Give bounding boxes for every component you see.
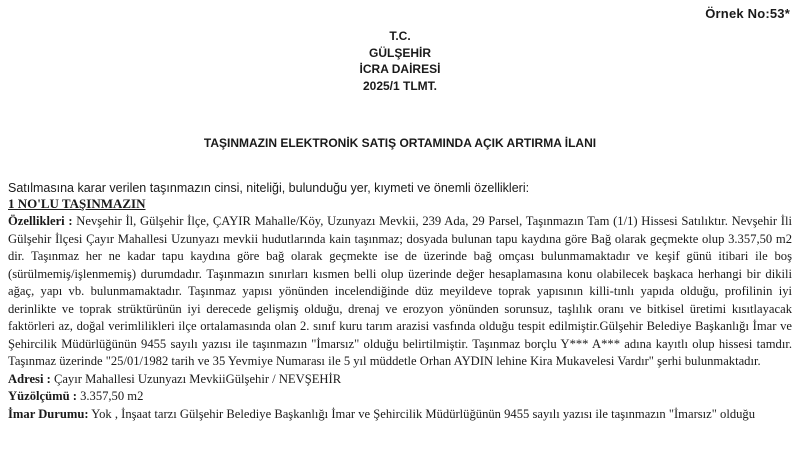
address-paragraph — [8, 371, 792, 389]
address-value: Çayır Mahallesi Uzunyazı MevkiiGülşehir / NEVŞEHİR — [50, 371, 342, 386]
property-section-title: 1 NO'LU TAŞINMAZIN — [8, 196, 146, 211]
features-label: Özellikleri : — [8, 214, 73, 228]
zoning-value: Yok , İnşaat tarzı Gülşehir Belediye Başkanlığı İmar ve Şehircilik Müdürlüğünün 9455 sayılı yazısı ile taşınmazın "İmarsız" olduğu — [88, 406, 756, 421]
area-value: 3.357,50 m2 — [76, 389, 144, 403]
features-paragraph — [8, 213, 792, 371]
zoning-paragraph — [8, 406, 792, 424]
document-title: TAŞINMAZIN ELEKTRONİK SATIŞ ORTAMINDA AÇIK ARTIRMA İLANI — [203, 136, 597, 150]
address-label: Adresi : — [8, 371, 51, 386]
area-paragraph — [8, 388, 792, 406]
header-office: İCRA DAİRESİ — [359, 62, 441, 76]
header-district: GÜLŞEHİR — [368, 45, 431, 60]
sample-number: Örnek No:53* — [705, 6, 790, 21]
header-file-number: 2025/1 TLMT. — [362, 78, 438, 93]
intro-text: Satılmasına karar verilen taşınmazın cinsi, niteliği, bulunduğu yer, kıymeti ve önemli özellikleri: — [8, 181, 530, 195]
zoning-label: İmar Durumu: — [8, 406, 89, 421]
property-details — [8, 213, 792, 423]
area-label: Yüzölçümü : — [8, 389, 77, 403]
features-value: Nevşehir İl, Gülşehir İlçe, ÇAYIR Mahalle/Köy, Uzunyazı Mevkii, 239 Ada, 29 Parsel, Taşınmazın Tam (1/1) Hissesi Satılıktır. Nevşehir İli Gülşehir İlçesi Çayır Mahallesi Uzunyazı mevkii hudutlarında kain taşınmaz; dosyada bulunan tapu kaydına göre Bağ olarak geçmekte olup 3.357,50 m2 dir. Taşınmaz her ne kadar tapu kaydına göre bağ olarak geçmekte ise de üzerinde bağ omçası bulunmamaktadır ve keşif günü itibari ile boş (sürülmemiş/işlenmemiş) durumdadır. Taşınmazın sınırları kısmen belli olup üzerinde değer hesaplamasına konu olabilecek başkaca herhangi bir dikili ağaç, yapı vb. bulunmamaktadır. Taşınmaz yapısı yönünden incelendiğinde düz meyildeve toprak yapısının killi-tınlı yapıda olduğu, profilinin iyi derinlikte ve toprak strüktürünün iyi derecede gelişmiş olduğu, drenaj ve erozyon yönünden sorunsuz, taşlılık oranı ve bitkisel üretimi kısıtlayacak faktörleri az, doğal verimlilikleri ilçe ortalamasında olan 2. sınıf kuru tarım arazisi vasfında olduğu tespit edilmiştir.Gülşehir Belediye Başkanlığı İmar ve Şehircilik Müdürlüğünün 9455 sayılı yazısı ile taşınmazın "İmarsız" olduğu belirtilmiştir. Taşınmaz borçlu Y*** A*** adına kayıtlı olup hissesi tamdır. Taşınmaz üzerinde "25/01/1982 tarih ve 35 Yevmiye Numarası ile 5 yıl müddetle Orhan AYDIN lehine Kira Mukavelesi Vardır" şerhi bulunmaktadır. — [8, 214, 792, 368]
document-header — [0, 28, 800, 94]
header-country: T.C. — [389, 29, 411, 43]
